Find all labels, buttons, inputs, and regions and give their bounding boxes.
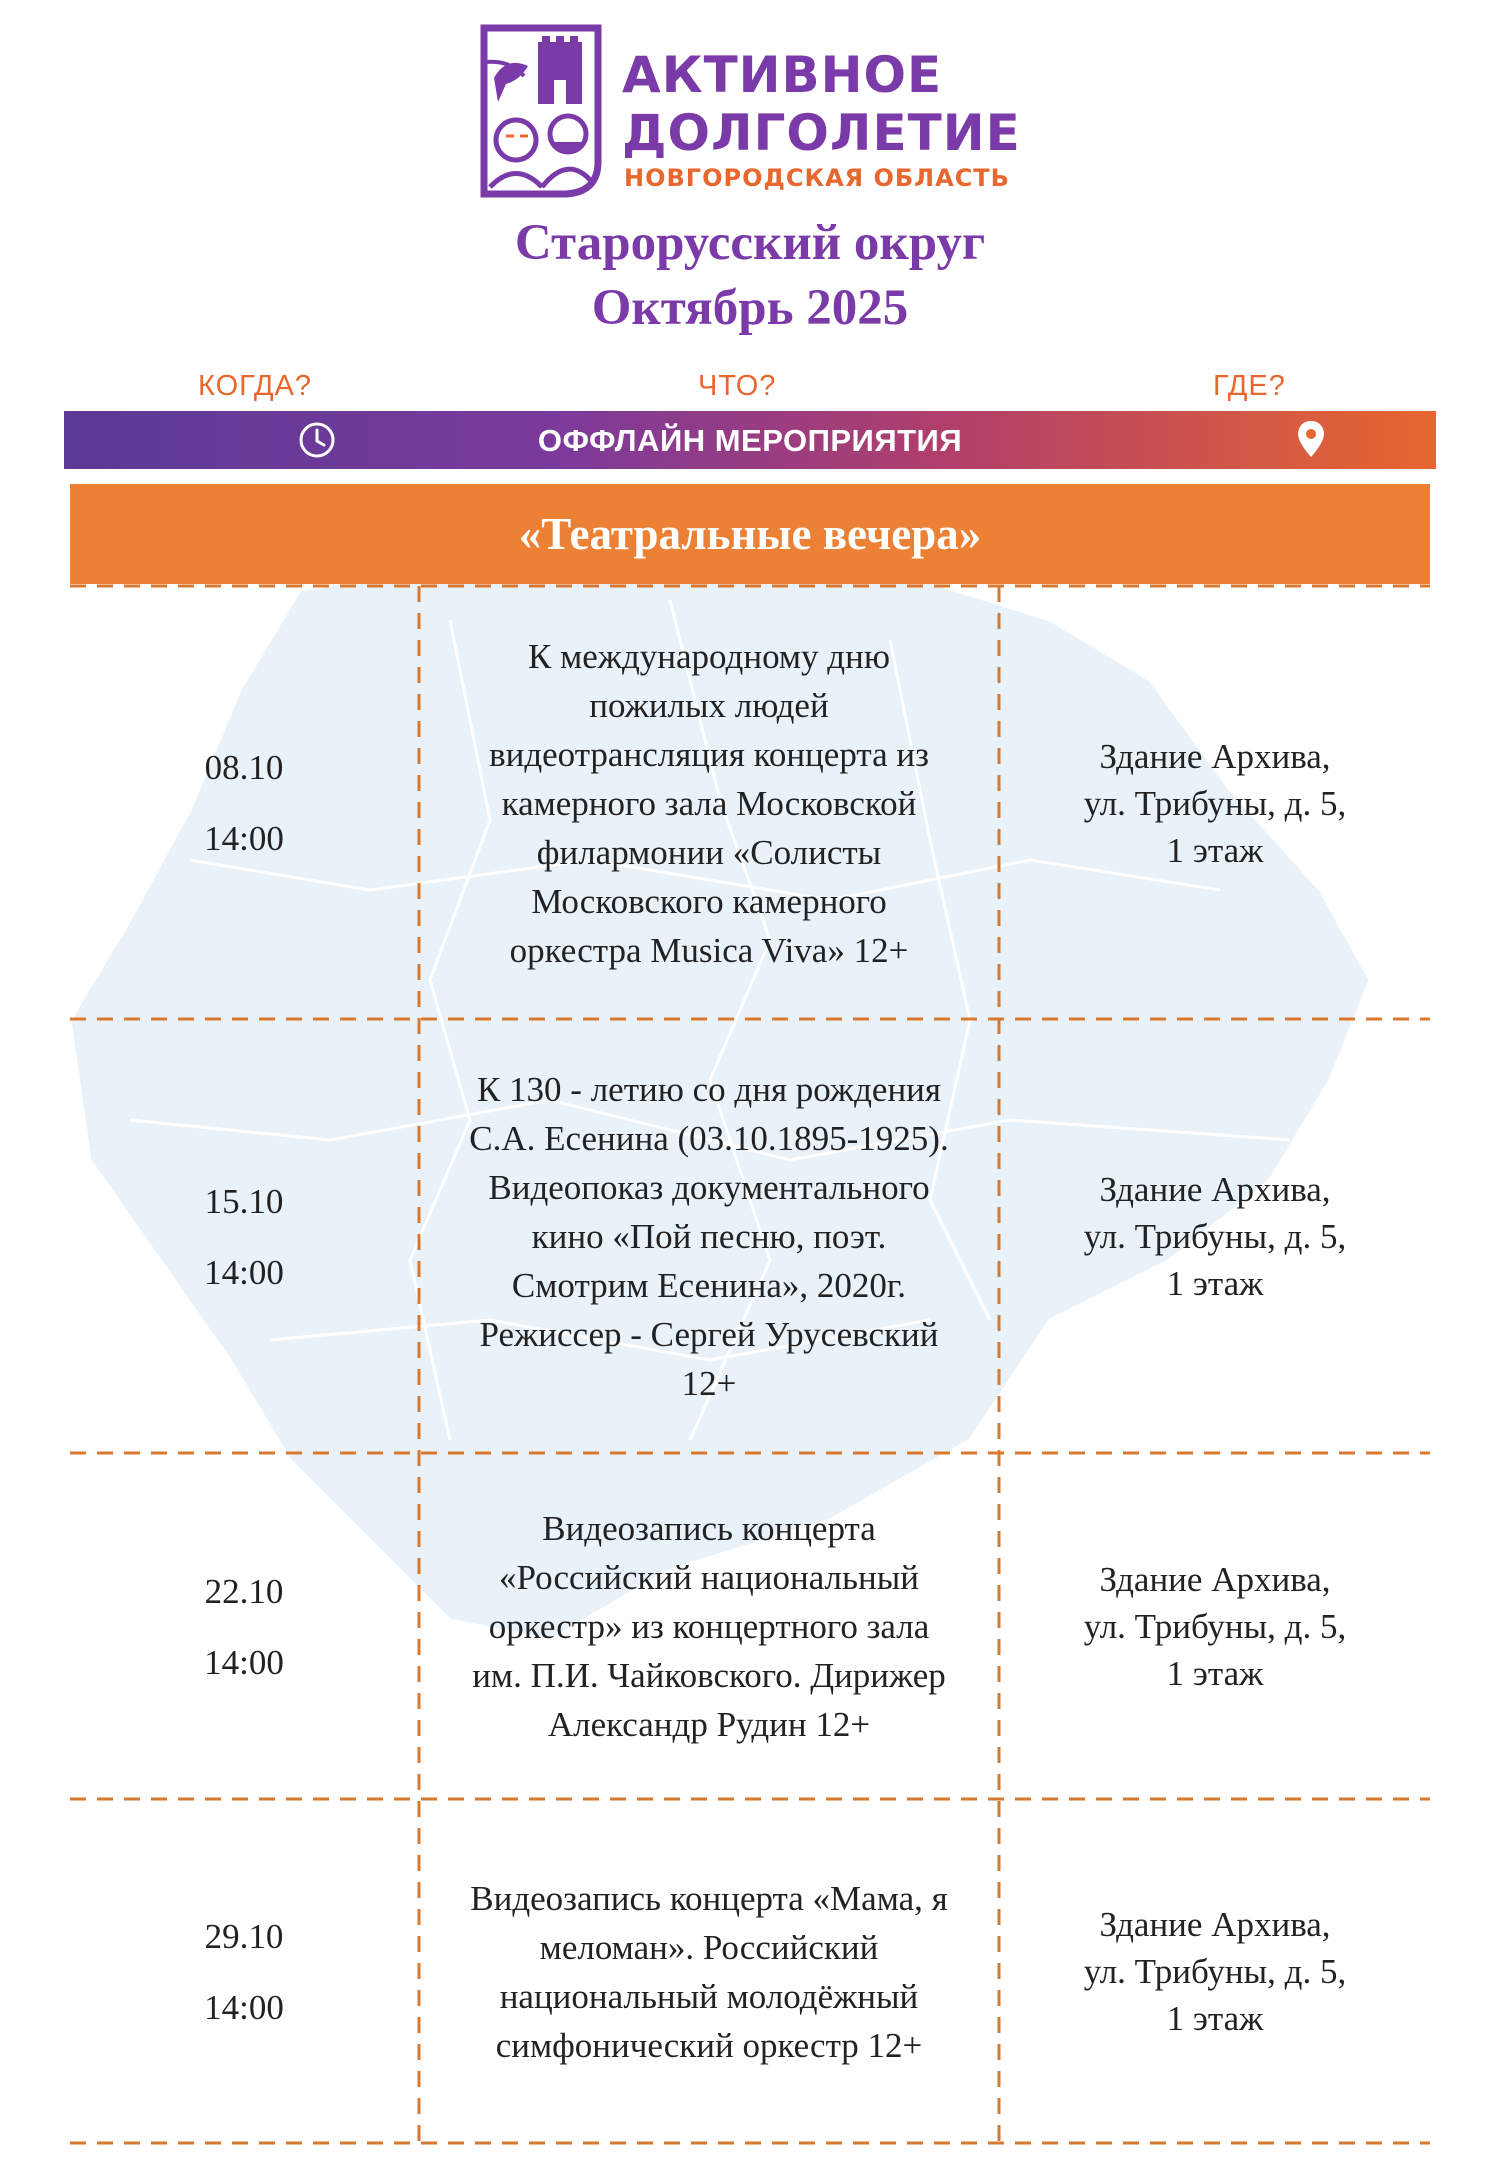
- event-description: Видеозапись концерта «Российский национальный оркестр» из концертного зала им. П.И. Чайковского. Дирижер Александр Рудин 12+: [472, 1509, 946, 1744]
- event-description: Видеозапись концерта «Мама, я меломан». Российский национальный молодёжный симфонический оркестр 12+: [470, 1878, 948, 2065]
- event-location: Здание Архива, ул. Трибуны, д. 5, 1 этаж: [1083, 736, 1347, 870]
- event-row: [70, 1455, 1430, 1798]
- event-date: 29.10: [204, 1916, 284, 1956]
- event-what: [420, 1801, 998, 2142]
- event-date: 22.10: [204, 1571, 284, 1611]
- event-row: [70, 588, 1430, 1018]
- event-location: Здание Архива, ул. Трибуны, д. 5, 1 этаж: [1083, 1170, 1347, 1303]
- event-where: [1000, 1801, 1430, 2142]
- month-title: Октябрь 2025: [591, 280, 909, 336]
- banner-label: ОФФЛАЙН МЕРОПРИЯТИЯ: [537, 423, 963, 458]
- event-when: [70, 1455, 418, 1798]
- event-what: [420, 588, 998, 1018]
- event-time: 14:00: [204, 819, 284, 858]
- event-where: [1000, 1021, 1430, 1452]
- logo-title-line2: ДОЛГОЛЕТИЕ: [622, 104, 1021, 162]
- event-time: 14:00: [204, 1987, 284, 2027]
- event-what: [420, 1021, 998, 1452]
- event-row: [70, 1801, 1430, 2142]
- offline-events-banner: [64, 411, 1436, 469]
- location-pin-icon: [1296, 419, 1326, 459]
- event-what: [420, 1455, 998, 1798]
- logo-title-line1: АКТИВНОЕ: [622, 46, 943, 104]
- event-date: 15.10: [204, 1181, 284, 1221]
- event-when: [70, 1021, 418, 1452]
- event-time: 14:00: [204, 1642, 284, 1682]
- section-title: «Театральные вечера»: [70, 484, 1430, 584]
- event-row: [70, 1021, 1430, 1452]
- logo-emblem-icon: [476, 22, 606, 200]
- event-date: 08.10: [204, 748, 284, 787]
- logo: [476, 22, 1036, 200]
- district-title: Старорусский округ: [514, 215, 986, 271]
- column-label-where: ГДЕ?: [1213, 370, 1286, 402]
- event-time: 14:00: [204, 1252, 284, 1292]
- event-where: [1000, 1455, 1430, 1798]
- event-location: Здание Архива, ул. Трибуны, д. 5, 1 этаж: [1083, 1905, 1347, 2038]
- column-label-when: КОГДА?: [198, 370, 312, 402]
- column-label-what: ЧТО?: [698, 370, 777, 402]
- event-where: [1000, 588, 1430, 1018]
- event-description: К 130 - летию со дня рождения С.А. Есенина (03.10.1895-1925). Видеопоказ документального кино «Пой песню, поэт. Смотрим Есенина», 2020г. Режиссер - Сергей Урусевский 12+: [469, 1070, 949, 1403]
- event-when: [70, 1801, 418, 2142]
- event-description: К международному дню пожилых людей видеотрансляция концерта из камерного зала Московской филармонии «Солисты Московского камерного оркестра Musica Viva» 12+: [489, 636, 929, 970]
- event-location: Здание Архива, ул. Трибуны, д. 5, 1 этаж: [1083, 1560, 1347, 1693]
- logo-region: НОВГОРОДСКАЯ ОБЛАСТЬ: [624, 164, 1010, 192]
- event-when: [70, 588, 418, 1018]
